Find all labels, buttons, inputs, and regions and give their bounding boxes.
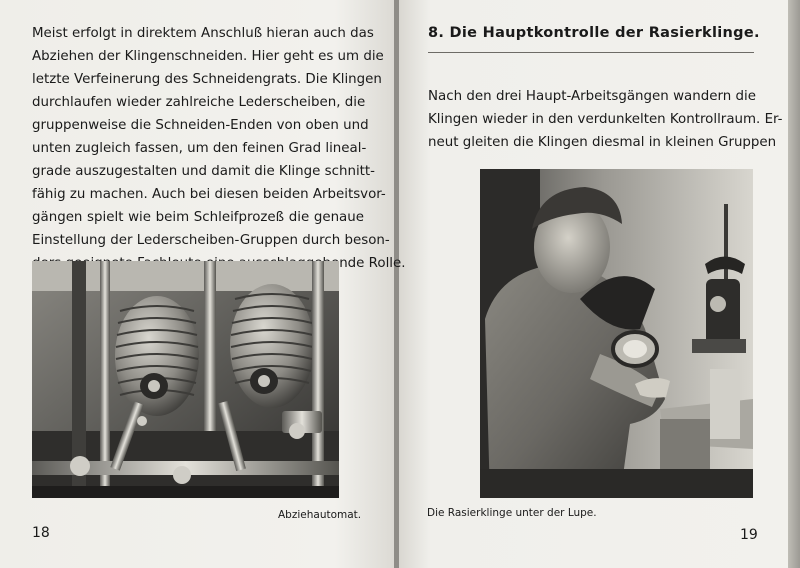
text-line: Abziehen der Klingenschneiden. Hier geht es um die: [32, 49, 384, 64]
page-edge: [788, 0, 800, 568]
inspection-photo: [480, 169, 753, 498]
section-heading: 8. Die Hauptkontrolle der Rasierklinge.: [428, 25, 760, 41]
leather-disc-stack-left: [115, 296, 199, 416]
text-line: gängen spielt wie beim Schleifprozeß die genaue: [32, 210, 364, 225]
leather-disc-stack-right: [230, 284, 314, 408]
heading-underline: [428, 52, 754, 53]
left-photo-caption: Abziehautomat.: [278, 509, 362, 521]
left-paragraph: [32, 22, 390, 275]
stropping-machine-photo: [32, 261, 339, 498]
text-line: Nach den drei Haupt-Arbeitsgängen wandern die: [428, 89, 756, 104]
page-number-left: 18: [32, 525, 50, 541]
right-photo-caption: Die Rasierklinge unter der Lupe.: [427, 507, 597, 519]
text-line: Einstellung der Lederscheiben-Gruppen durch beson-: [32, 233, 390, 248]
text-line: durchlaufen wieder zahlreiche Lederscheiben, die: [32, 95, 366, 110]
text-line: Meist erfolgt in direktem Anschluß hieran auch das: [32, 26, 374, 41]
text-line: neut gleiten die Klingen diesmal in kleinen Gruppen: [428, 135, 777, 150]
text-line: unten zugleich fassen, um den feinen Grad lineal-: [32, 141, 367, 156]
text-line: letzte Verfeinerung des Schneidengrats. Die Klingen: [32, 72, 382, 87]
text-line: Klingen wieder in den verdunkelten Kontrollraum. Er-: [428, 112, 783, 127]
text-line: fähig zu machen. Auch bei diesen beiden Arbeitsvor-: [32, 187, 386, 202]
text-line: gruppenweise die Schneiden-Enden von oben und: [32, 118, 369, 133]
text-line: grade auszugestalten und damit die Klinge schnitt-: [32, 164, 376, 179]
right-paragraph: [428, 85, 783, 154]
page-number-right: 19: [740, 527, 758, 543]
